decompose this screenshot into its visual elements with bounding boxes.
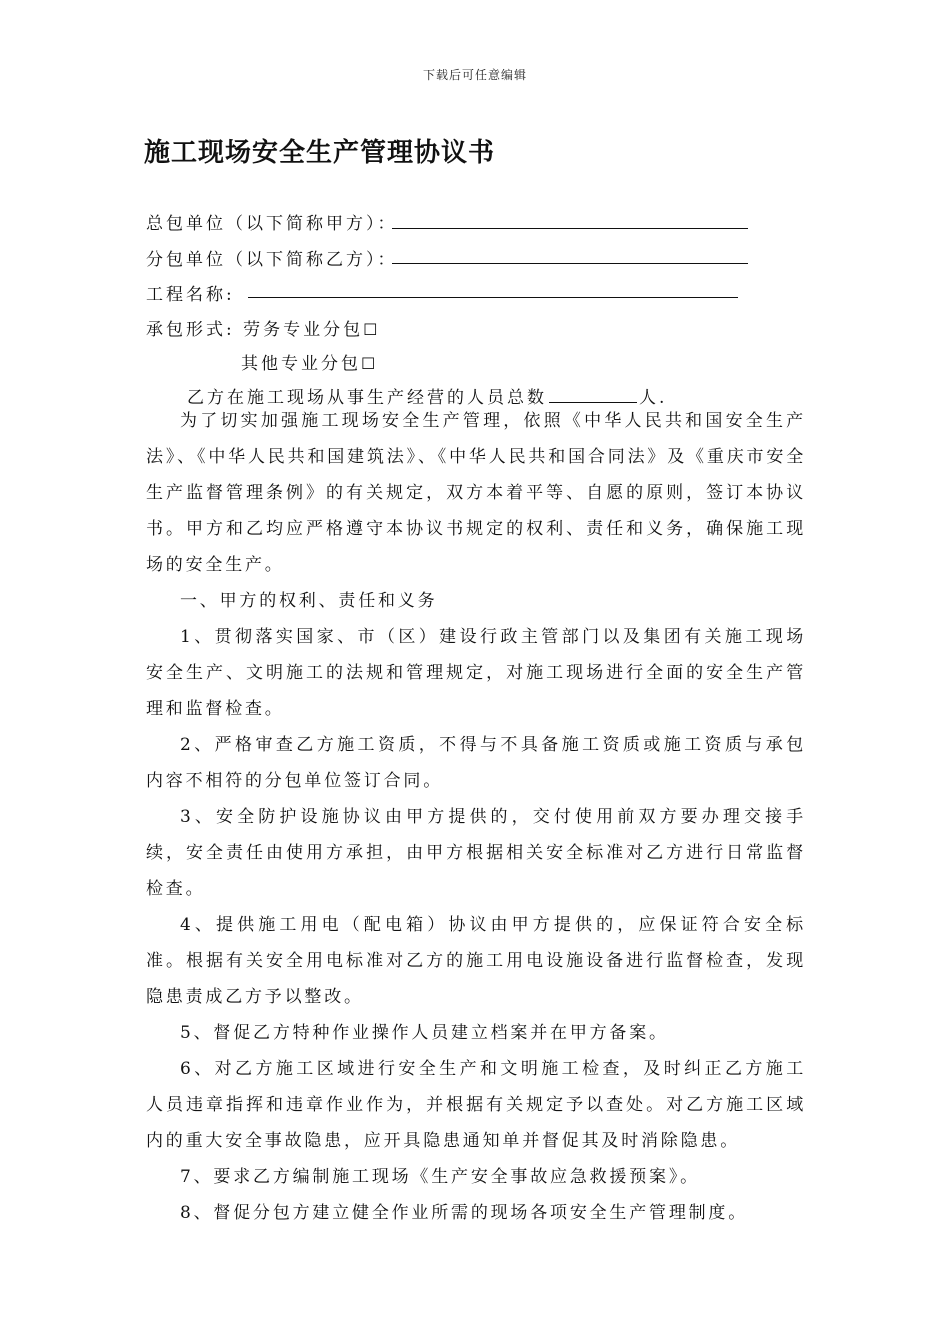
checkbox-other-subcontract[interactable]: ☐ <box>361 354 379 373</box>
contractor-field <box>146 209 398 234</box>
clause-3: 3、安全防护设施协议由甲方提供的，交付使用前双方要办理交接手续，安全责任由使用方承担，由甲方根据相关安全标准对乙方进行日常监督检查。 <box>146 807 806 899</box>
clause-5: 5、督促乙方特种作业操作人员建立档案并在甲方备案。 <box>180 1023 669 1043</box>
contract-type-label: 承包形式: <box>146 320 235 340</box>
contractor-blank[interactable] <box>392 228 748 229</box>
option-labor-subcontract: 劳务专业分包 <box>243 320 364 340</box>
agreement-body <box>146 403 806 1231</box>
project-blank[interactable] <box>248 297 738 298</box>
clause-7: 7、要求乙方编制施工现场《生产安全事故应急救援预案》。 <box>180 1167 700 1187</box>
clause-4: 4、提供施工用电（配电箱）协议由甲方提供的，应保证符合安全标准。根据有关安全用电标准对乙方的施工用电设施设备进行监督检查，发现隐患责成乙方予以整改。 <box>146 915 806 1007</box>
contract-type-option2 <box>241 349 378 374</box>
staff-count-prefix: 乙方在施工现场从事生产经营的人员总数 <box>187 388 547 408</box>
option-other-subcontract: 其他专业分包 <box>241 354 361 374</box>
staff-count-blank[interactable] <box>549 388 637 403</box>
project-field <box>146 280 235 305</box>
clause-2: 2、严格审查乙方施工资质，不得与不具备施工资质或施工资质与承包内容不相符的分包单位签订合同。 <box>146 735 806 791</box>
page-header: 下载后可任意编辑 <box>422 68 527 82</box>
document-title: 施工现场安全生产管理协议书 <box>144 138 496 168</box>
subcontractor-blank[interactable] <box>392 263 748 264</box>
subcontractor-label: 分包单位（以下简称乙方）： <box>146 250 398 270</box>
checkbox-labor-subcontract[interactable]: ☐ <box>363 320 381 339</box>
clause-6: 6、对乙方施工区域进行安全生产和文明施工检查，及时纠正乙方施工人员违章指挥和违章作业作为，并根据有关规定予以查处。对乙方施工区域内的重大安全事故隐患，应开具隐患通知单并督促其及时消除隐患。 <box>146 1059 806 1151</box>
section-heading-1: 一、甲方的权利、责任和义务 <box>180 591 438 611</box>
clause-8: 8、督促分包方建立健全作业所需的现场各项安全生产管理制度。 <box>180 1203 749 1223</box>
staff-count-suffix: 人. <box>639 388 668 408</box>
contract-type-field <box>146 315 380 340</box>
clause-1: 1、贯彻落实国家、市（区）建设行政主管部门以及集团有关施工现场安全生产、文明施工的法规和管理规定，对施工现场进行全面的安全生产管理和监督检查。 <box>146 627 806 719</box>
project-label: 工程名称: <box>146 285 235 305</box>
contractor-label: 总包单位（以下简称甲方）： <box>146 214 398 234</box>
intro-paragraph: 为了切实加强施工现场安全生产管理，依照《中华人民共和国安全生产法》、《中华人民共和国建筑法》、《中华人民共和国合同法》及《重庆市安全生产监督管理条例》的有关规定，双方本着平等、自愿的原则，签订本协议书。甲方和乙均应严格遵守本协议书规定的权利、责任和义务，确保施工现场的安全生产。 <box>146 411 806 575</box>
subcontractor-field <box>146 245 398 270</box>
